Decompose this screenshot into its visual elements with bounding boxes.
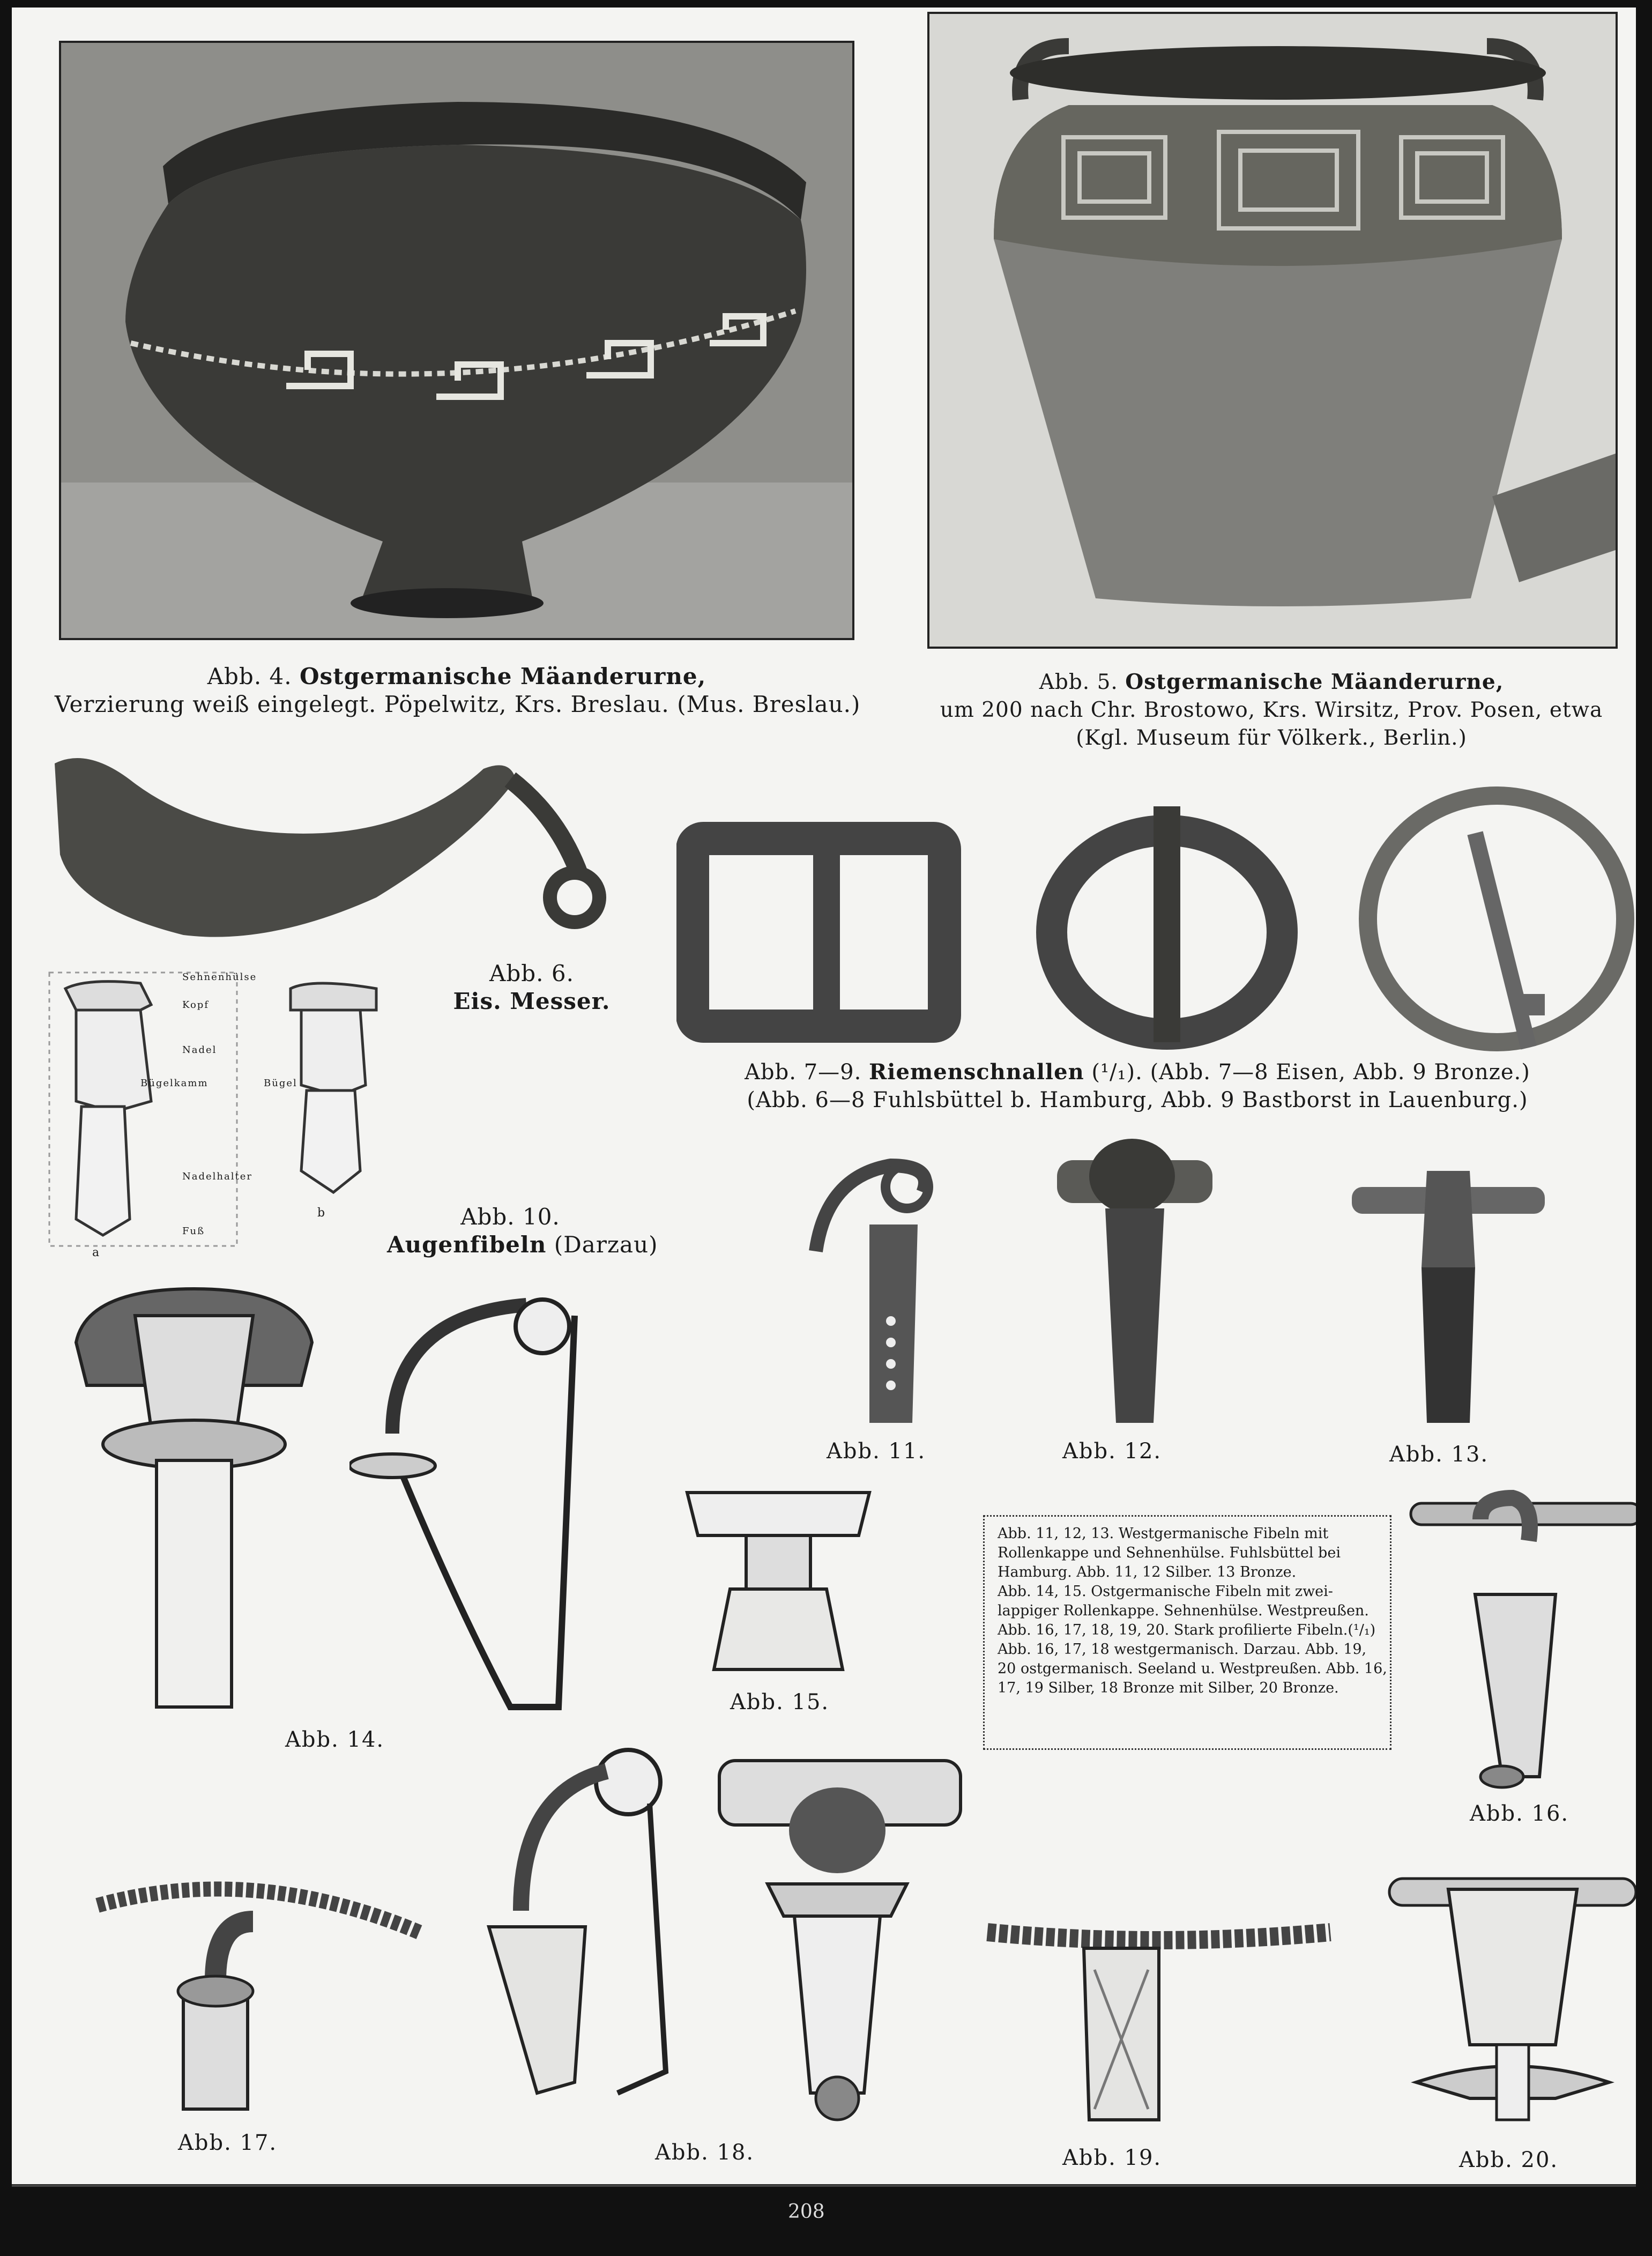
sketch-label-a: a [92, 1246, 101, 1259]
catalog-plate [12, 8, 1636, 2184]
figure-abb7-buckle [676, 817, 966, 1053]
photo-abb5-urn [927, 12, 1618, 649]
caption-abb7-9 [719, 1058, 1556, 1114]
caption-abb5-title: Ostgermanische Mäanderurne, [1125, 670, 1504, 694]
caption-abb17: Abb. 17. [178, 2131, 278, 2155]
note-line: Hamburg. Abb. 11, 12 Silber. 13 Bronze. [998, 1564, 1297, 1580]
caption-abb10 [387, 1203, 658, 1259]
caption-abb18: Abb. 18. [655, 2140, 755, 2165]
figure-abb15-fibula [682, 1487, 875, 1680]
caption-abb7-9-title: Riemenschnallen [869, 1059, 1084, 1085]
caption-abb5-num: Abb. 5. [1039, 670, 1118, 694]
note-line: Abb. 16, 17, 18, 19, 20. Stark profilierte Fibeln.(¹/₁) [998, 1622, 1376, 1638]
caption-abb7-9-origin: (Abb. 6—8 Fuhlsbüttel b. Hamburg, Abb. 9 Bastborst in Lauenburg.) [747, 1088, 1528, 1112]
caption-abb6-title: Eis. Messer. [453, 988, 611, 1014]
caption-abb15: Abb. 15. [730, 1690, 830, 1715]
figure-abb8-buckle [1025, 796, 1309, 1053]
caption-abb5-museum: (Kgl. Museum für Völkerk., Berlin.) [1076, 726, 1467, 750]
caption-abb14: Abb. 14. [285, 1727, 385, 1752]
caption-abb10-title: Augenfibeln [387, 1231, 547, 1258]
figure-abb9-buckle [1352, 780, 1636, 1058]
note-box [983, 1515, 1391, 1750]
note-line: Abb. 14, 15. Ostgermanische Fibeln mit zwei- [998, 1583, 1333, 1600]
sketch-label-fuss: Fuß [182, 1226, 205, 1237]
note-line: Abb. 11, 12, 13. Westgermanische Fibeln mit [998, 1525, 1329, 1542]
urn-image-abb5 [929, 14, 1616, 647]
figure-abb6-knife [44, 747, 612, 962]
figure-abb14-fibula-front [65, 1278, 323, 1718]
note-line: 20 ostgermanisch. Seeland u. Westpreußen. Abb. 16, [998, 1660, 1387, 1677]
figure-abb16-fibula [1405, 1487, 1636, 1798]
caption-abb4-num: Abb. 4. [207, 663, 292, 689]
figure-abb10-sketch-b [280, 978, 387, 1203]
caption-abb4-detail: Verzierung weiß eingelegt. Pöpelwitz, Krs. Breslau. (Mus. Breslau.) [55, 691, 861, 717]
caption-abb16: Abb. 16. [1470, 1801, 1569, 1826]
sketch-label-kopf: Kopf [182, 999, 209, 1011]
caption-abb10-num: Abb. 10. [460, 1204, 560, 1230]
sketch-label-nadelhalter: Nadelhalter [182, 1171, 252, 1182]
caption-abb19: Abb. 19. [1062, 2146, 1162, 2170]
caption-abb5-detail: um 200 nach Chr. Brostowo, Krs. Wirsitz, Prov. Posen, etwa [940, 698, 1603, 722]
caption-abb7-9-material: (¹/₁). (Abb. 7—8 Eisen, Abb. 9 Bronze.) [1091, 1060, 1530, 1085]
caption-abb4-title: Ostgermanische Mäanderurne, [299, 663, 706, 689]
sketch-label-sehnenhuelse: Sehnenhülse [182, 971, 257, 983]
caption-abb5 [918, 668, 1625, 752]
sketch-label-buegelkamm: Bügelkamm [140, 1078, 209, 1089]
caption-abb4 [55, 663, 859, 718]
figure-abb18-fibula-side [478, 1739, 682, 2114]
figure-abb19-fibula [977, 1895, 1341, 2131]
note-line: Rollenkappe und Sehnenhülse. Fuhlsbüttel bei [998, 1545, 1341, 1561]
sketch-label-b: b [317, 1206, 326, 1220]
figure-abb13-fibula [1346, 1160, 1550, 1434]
caption-abb12: Abb. 12. [1062, 1439, 1162, 1464]
caption-abb13: Abb. 13. [1389, 1442, 1489, 1467]
caption-abb6-num: Abb. 6. [489, 960, 574, 986]
photo-abb4-urn [59, 41, 854, 640]
caption-abb10-site: (Darzau) [554, 1231, 658, 1258]
sketch-label-buegel: Bügel [264, 1078, 297, 1089]
figure-abb12-fibula [1052, 1128, 1218, 1434]
note-line: Abb. 16, 17, 18 westgermanisch. Darzau. Abb. 19, [998, 1641, 1367, 1658]
sketch-label-nadel: Nadel [182, 1044, 217, 1056]
figure-abb10-sketch-a [44, 967, 248, 1257]
figure-abb14-fibula-side [349, 1283, 601, 1718]
caption-abb6 [419, 960, 644, 1015]
note-line: lappiger Rollenkappe. Sehnenhülse. Westpreußen. [998, 1602, 1369, 1619]
figure-abb11-fibula [794, 1144, 955, 1434]
figure-abb17-fibula [92, 1868, 425, 2120]
figure-abb20-fibula [1384, 1868, 1636, 2131]
urn-image-abb4 [61, 43, 852, 638]
caption-abb20: Abb. 20. [1459, 2148, 1559, 2172]
figure-abb18-fibula-front [714, 1750, 966, 2125]
caption-abb7-9-num: Abb. 7—9. [745, 1060, 862, 1085]
page-number: 208 [788, 2201, 825, 2223]
bottom-rule [12, 2185, 1636, 2187]
note-line: 17, 19 Silber, 18 Bronze mit Silber, 20 Bronze. [998, 1680, 1339, 1696]
caption-abb11: Abb. 11. [827, 1439, 926, 1464]
